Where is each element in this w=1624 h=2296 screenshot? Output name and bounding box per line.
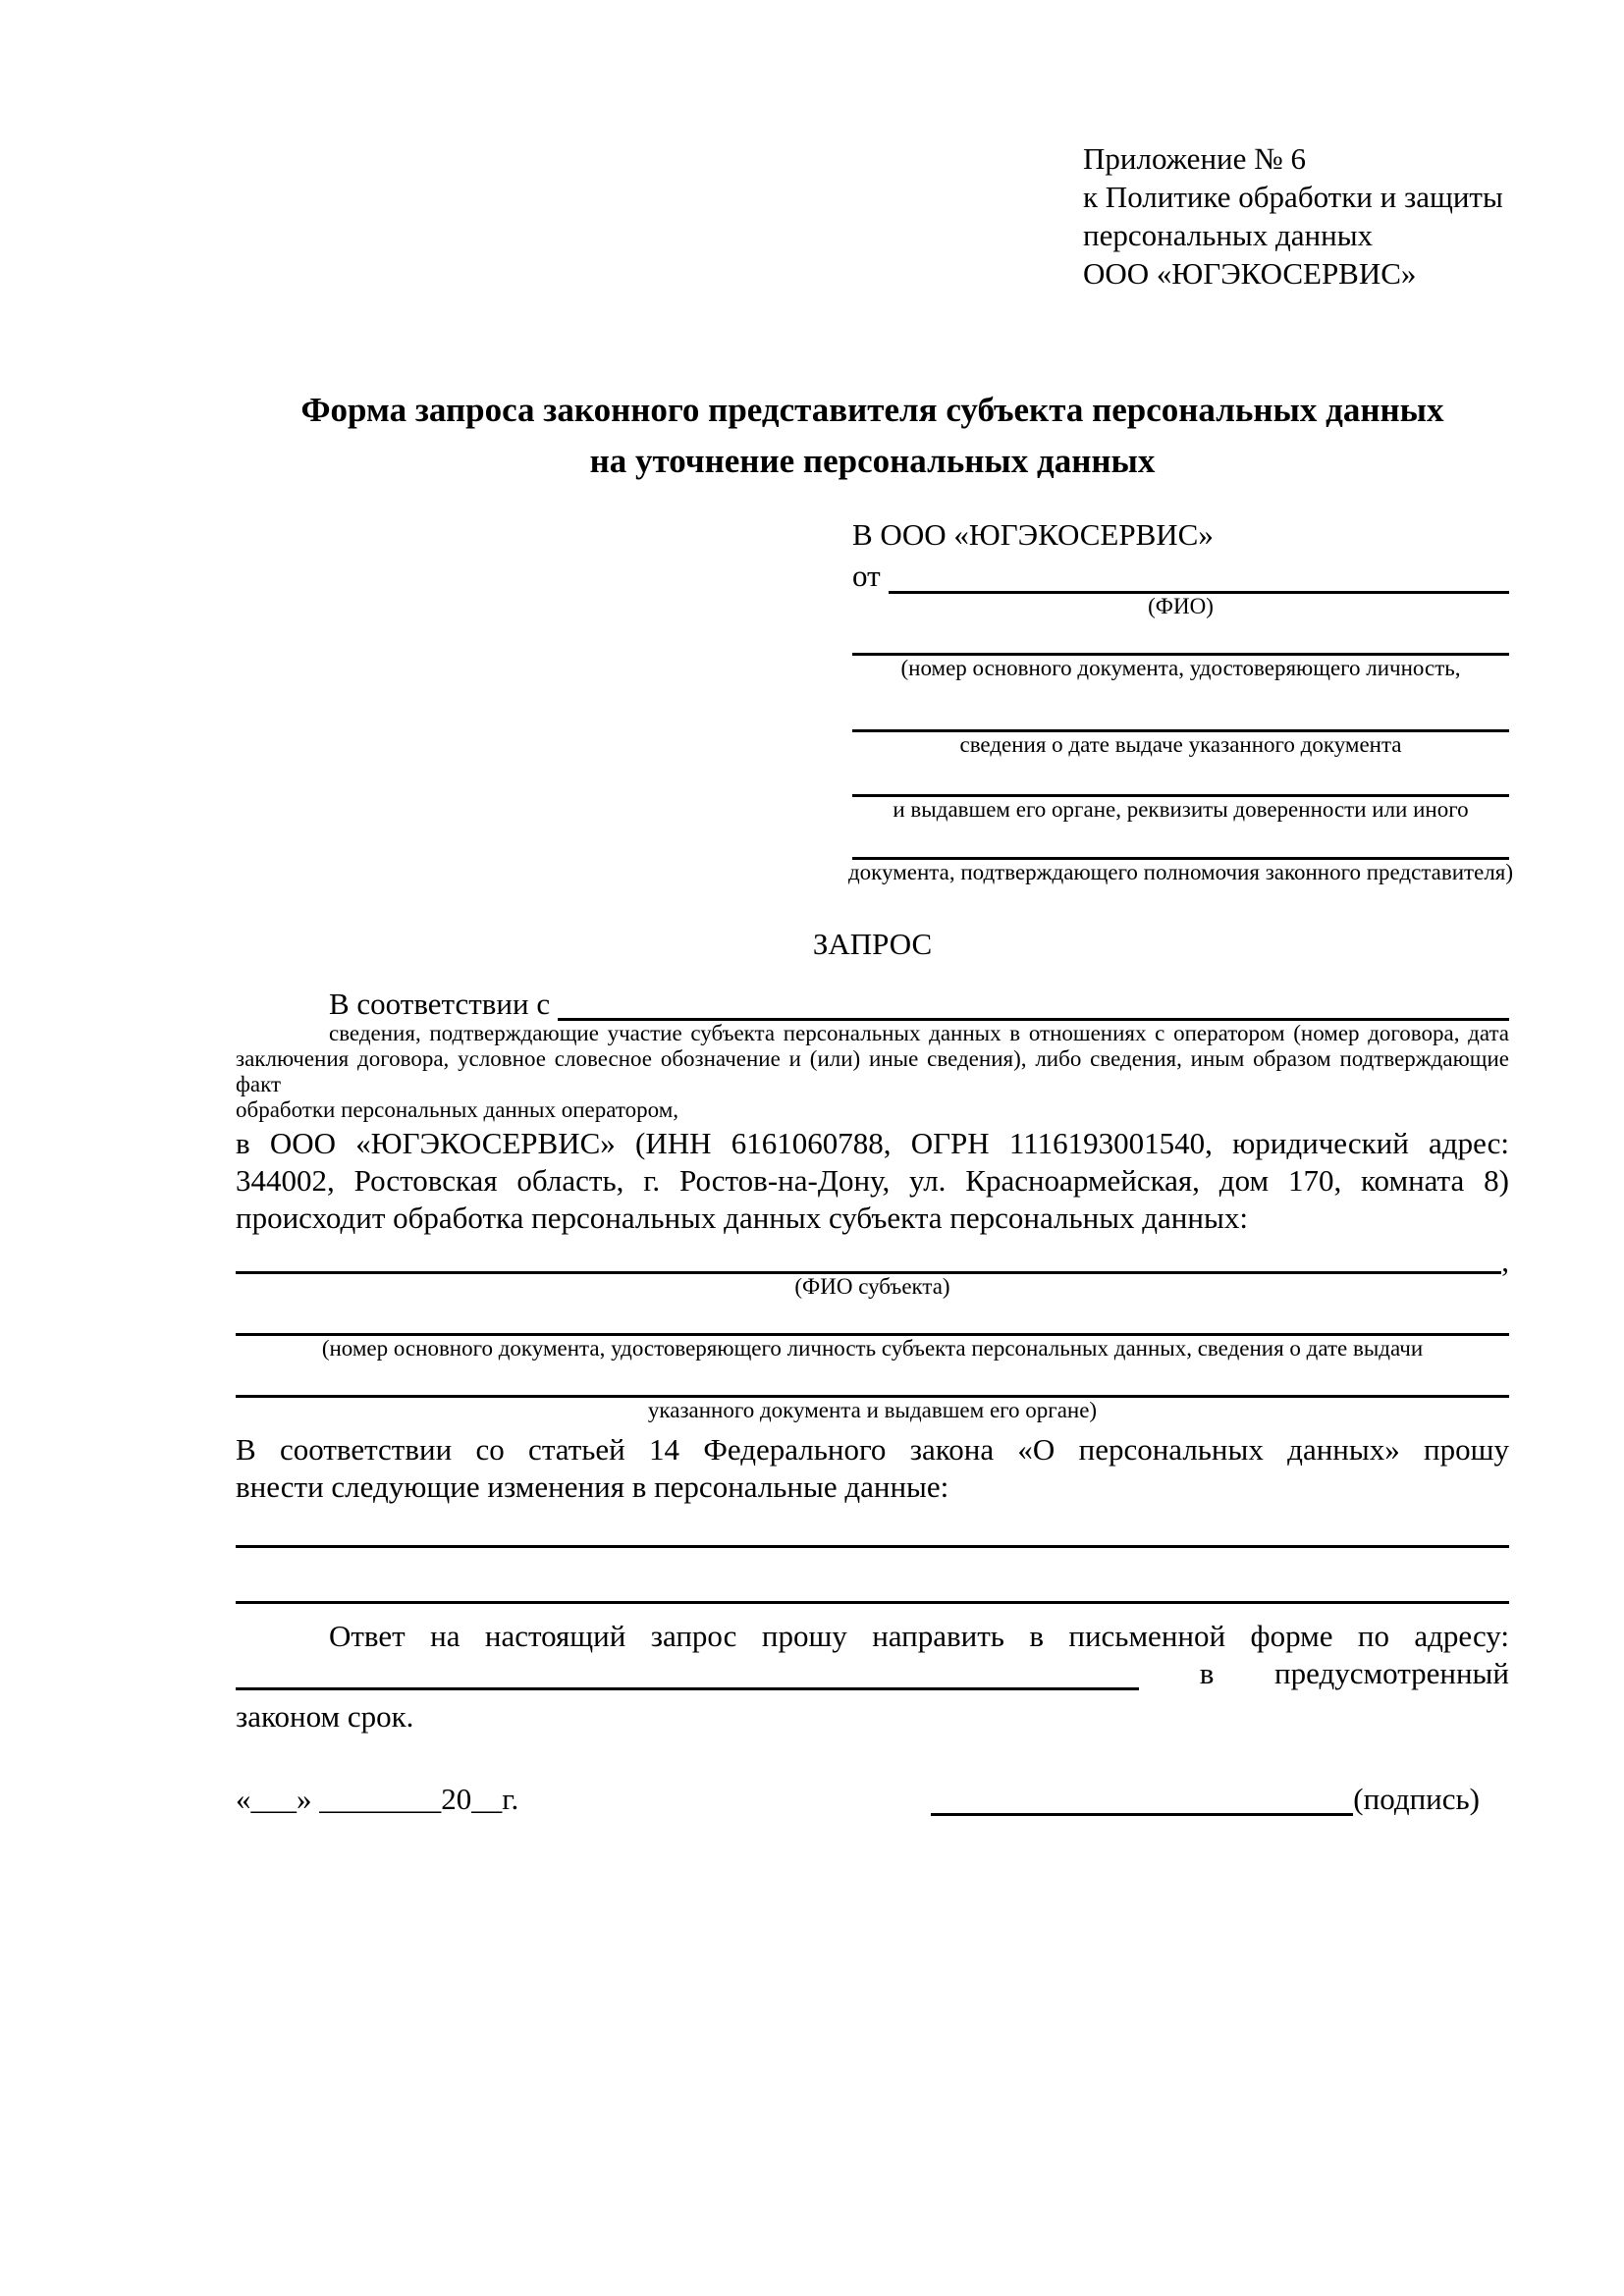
subject-doc-caption-2: указанного документа и выдавшем его органе) [647,1398,1098,1422]
representative-doc-blank-line-2 [852,681,1509,732]
from-blank-line [889,555,1509,594]
addressee-to: В ООО «ЮГЭКОСЕРВИС» [852,517,1214,552]
fine-print-note [236,1021,1509,1123]
subject-doc-caption-1: (номер основного документа, удостоверяющего личность субъекта персональных данных, сведения о дате выдачи [321,1336,1424,1361]
reply-word-v: в [1199,1656,1215,1690]
request-body [236,984,1509,1816]
accordance-label: В соответствии с [329,987,551,1021]
header-note-line-4: ООО «ЮГЭКОСЕРВИС» [1083,256,1417,291]
signature-caption: (подпись) [1353,1782,1480,1816]
operator-line-2: 344002, Ростовская область, г. Ростов-на-Дону, ул. Красноармейская, дом 170, комната 8) [236,1163,1509,1198]
reply-address-row [236,1657,1509,1690]
representative-doc-caption-3: и выдавшем его органе, реквизиты доверенности или иного [893,797,1469,822]
reply-word-predusmotrenny: предусмотренный [1274,1656,1509,1690]
subject-fio-blank-line [236,1247,1501,1274]
changes-blank-line-1 [236,1514,1509,1548]
representative-doc-caption-1: (номер основного документа, удостоверяющего личность, [900,656,1461,680]
changes-blank-line-2 [236,1548,1509,1604]
representative-doc-blank-line-1 [852,619,1509,656]
request-heading: ЗАПРОС [812,927,933,961]
subject-fio-caption: (ФИО субъекта) [794,1274,950,1299]
form-title-line-1: Форма запроса законного представителя субъекта персональных данных [300,391,1444,429]
representative-doc-caption-4: документа, подтверждающего полномочия законного представителя) [847,860,1514,884]
accordance-row [236,984,1509,1021]
date-line: «___» ________20__г. [236,1782,519,1816]
reply-paragraph: Ответ на настоящий запрос прошу направить в письменной форме по адресу: [329,1619,1509,1653]
operator-paragraph [236,1125,1509,1237]
fio-caption: (ФИО) [1148,594,1214,618]
header-note-line-2: к Политике обработки и защиты [1083,180,1503,214]
operator-line-1: в ООО «ЮГЭКОСЕРВИС» (ИНН 6161060788, ОГРН 1116193001540, юридический адрес: [236,1126,1509,1160]
accordance-blank-line [558,984,1509,1021]
fine-print-line-1: сведения, подтверждающие участие субъекта персональных данных в отношениях с оператором (номер договора, дата [329,1021,1509,1045]
article-paragraph [236,1431,1509,1506]
form-title [236,385,1509,487]
date-signature-row [236,1781,1509,1816]
representative-doc-blank-line-3 [852,758,1509,797]
fine-print-line-3: обработки персональных данных оператором, [236,1097,678,1122]
article-line-2: внести следующие изменения в персональные данные: [236,1469,949,1504]
header-note [1083,139,1503,293]
reply-tail: законом срок. [236,1699,414,1734]
header-note-line-3: персональных данных [1083,218,1374,252]
reply-address-blank-line [236,1658,1139,1690]
signature-blank-line [931,1784,1353,1816]
addressee-block [847,517,1514,885]
representative-doc-blank-line-4 [852,823,1509,860]
subject-doc-blank-line-2 [236,1362,1509,1398]
form-title-line-2: на уточнение персональных данных [589,442,1156,480]
trailing-comma: , [1501,1244,1509,1278]
signature-block [931,1783,1480,1816]
subject-fio-row [236,1244,1509,1278]
fine-print-line-2: заключения договора, условное словесное обозначение и (или) иные сведения), либо сведения, иным образом подтверждающие факт [236,1046,1509,1096]
article-line-1: В соответствии со статьей 14 Федерального закона «О персональных данных» прошу [236,1432,1509,1467]
operator-line-3: происходит обработка персональных данных субъекта персональных данных: [236,1201,1248,1235]
header-note-line-1: Приложение № 6 [1083,141,1306,176]
from-row [852,555,1509,594]
from-label: от [852,559,881,593]
subject-doc-blank-line-1 [236,1300,1509,1336]
representative-doc-caption-2: сведения о дате выдаче указанного документа [959,732,1402,757]
